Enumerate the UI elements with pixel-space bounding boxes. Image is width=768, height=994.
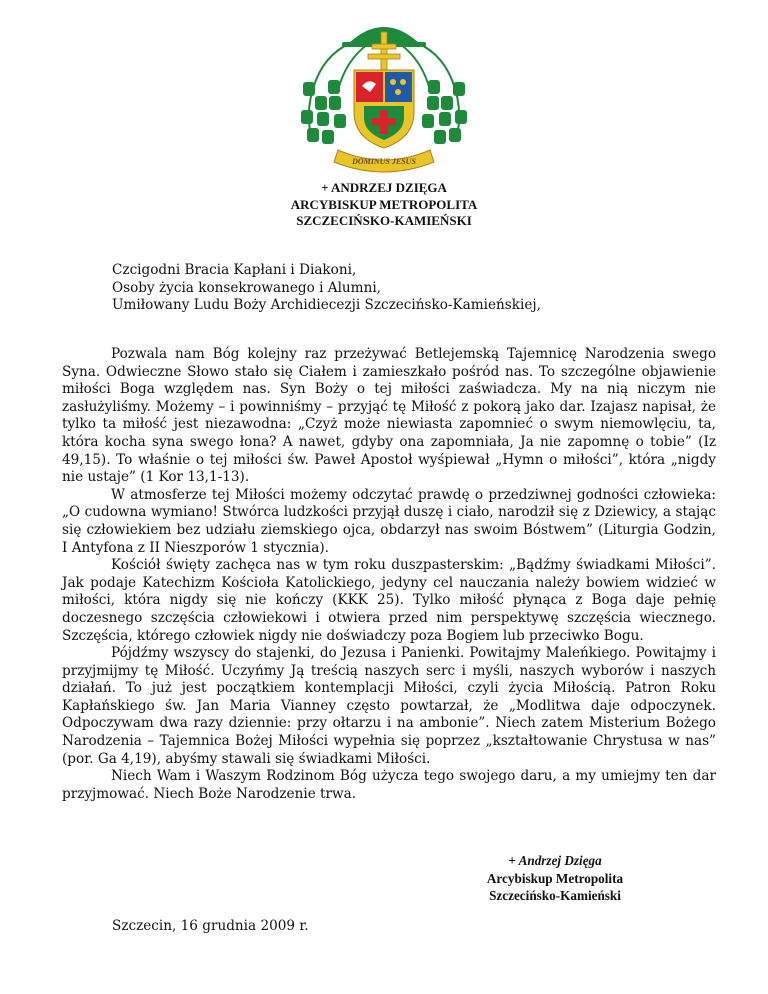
motto-text: DOMINUS JESUS	[352, 157, 416, 166]
signature-name: + Andrzej Dzięga	[508, 853, 602, 868]
salutation	[112, 262, 541, 315]
salutation-line: Umiłowany Ludu Boży Archidiecezji Szczecińsko-Kamieńskiej,	[112, 297, 541, 314]
paragraph: Pójdźmy wszyscy do stajenki, do Jezusa i Panienki. Powitajmy Maleńkiego. Powitajmy i przyjmijmy tę Miłość. Uczyńmy Ją treścią naszych serc i myśli, naszych wyborów i naszych działań. To już jest początkiem kontemplacji Miłości, czyli życia Miłością. Patron Roku Kapłańskiego św. Jan Maria Vianney często powtarzał, że „Modlitwa daje odpoczynek. Odpoczywam dwa razy dziennie: przy ołtarzu i na ambonie”. Niech zatem Misterium Bożego Narodzenia – Tajemnica Bożej Miłości wypełnia się poprzez „kształtowanie Chrystusa w nas” (por. Ga 4,19), abyśmy stawali się świadkami Miłości.	[62, 645, 716, 767]
paragraph: Kościół święty zachęca nas w tym roku duszpasterskim: „Bądźmy świadkami Miłości”. Jak podaje Katechizm Kościoła Katolickiego, jedyny cel nauczania należy bowiem widzieć w miłości, która nigdy się nie kończy (KKK 25). Tylko miłość płynąca z Boga daje pełnię doczesnego szczęścia człowiekowi i otwiera przed nim perspektywę szczęścia wiecznego. Szczęścia, którego człowiek nigdy nie doświadczy poza Bogiem lub przeciwko Bogu.	[62, 557, 716, 644]
shield-icon	[354, 70, 414, 148]
place-and-date: Szczecin, 16 grudnia 2009 r.	[112, 918, 309, 934]
author-name: + ANDRZEJ DZIĘGA	[321, 180, 447, 195]
paragraph: Niech Wam i Waszym Rodzinom Bóg użycza tego swojego daru, a my umiejmy ten dar przyjmować. Niech Boże Narodzenie trwa.	[62, 768, 716, 802]
signature-title: Arcybiskup Metropolita	[486, 870, 624, 886]
letterhead	[0, 180, 768, 230]
salutation-line: Czcigodni Bracia Kapłani i Diakoni,	[112, 262, 357, 278]
motto-ribbon	[334, 150, 434, 172]
coat-of-arms	[298, 10, 470, 176]
signature-see: Szczecińsko-Kamieński	[489, 888, 621, 903]
signature-block	[430, 852, 680, 905]
author-see: SZCZECIŃSKO-KAMIEŃSKI	[296, 213, 472, 228]
letter-body	[62, 346, 716, 803]
salutation-line: Osoby życia konsekrowanego i Alumni,	[112, 279, 382, 296]
author-title: ARCYBISKUP METROPOLITA	[290, 196, 478, 212]
paragraph: Pozwala nam Bóg kolejny raz przeżywać Betlejemską Tajemnicę Narodzenia swego Syna. Odwieczne Słowo stało się Ciałem i zamieszkało pośród nas. To szczególne objawienie miłości Boga względem nas. Syn Boży o tej miłości zaświadcza. My na nią niczym nie zasłużyliśmy. Możemy – i powinniśmy – przyjąć tę Miłość z pokorą jako dar. Izajasz napisał, że tylko ta miłość jest niezawodna: „Czyż może niewiasta zapomnieć o swym niemowlęciu, ta, która kocha syna swego łona? A nawet, gdyby ona zapomniała, Ja nie zapomnę o tobie” (Iz 49,15). To właśnie o tej miłości św. Paweł Apostoł wyśpiewał „Hymn o miłości”, która „nigdy nie ustaje” (1 Kor 13,1-13).	[62, 346, 716, 486]
paragraph: W atmosferze tej Miłości możemy odczytać prawdę o przedziwnej godności człowieka: „O cudowna wymiano! Stwórca ludzkości przyjął duszę i ciało, narodził się z Dziewicy, a stając się człowiekiem bez udziału ziemskiego ojca, obdarzył nas swoim Bóstwem” (Liturgia Godzin, I Antyfona z II Nieszporów 1 stycznia).	[62, 486, 716, 556]
